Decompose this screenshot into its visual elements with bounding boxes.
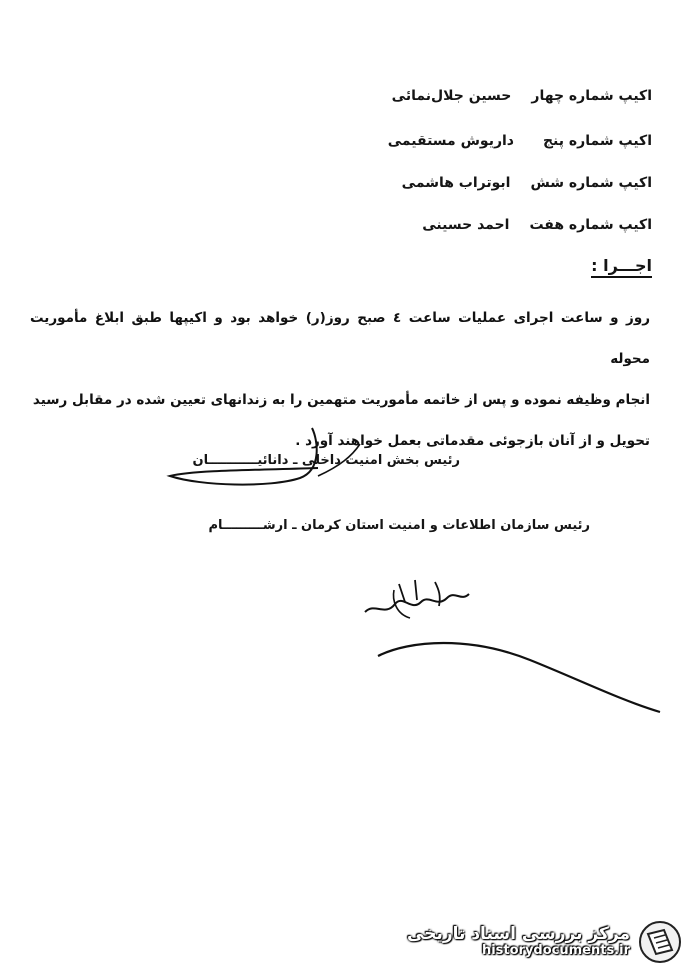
team-line-5 bbox=[388, 133, 652, 149]
team-member-name: احمد حسینی bbox=[422, 217, 510, 233]
team-position: اکیپ شماره هفت bbox=[529, 217, 652, 233]
team-line-4 bbox=[392, 88, 652, 104]
team-line-6 bbox=[402, 175, 652, 191]
archive-logo-icon bbox=[638, 920, 682, 964]
handwritten-signature-graphic bbox=[355, 572, 475, 632]
handwritten-signature bbox=[355, 572, 475, 632]
team-member-name: داریوش مستقیمی bbox=[387, 133, 514, 149]
team-line-7 bbox=[422, 217, 652, 233]
team-position: اکیپ شماره چهار bbox=[531, 88, 652, 104]
section-heading: اجـــرا : bbox=[591, 256, 652, 278]
signature-line-provincial-chief: رئیس سازمان اطلاعات و امنیت استان کرمان ـ ارشـــــــــام bbox=[208, 518, 590, 533]
ink-pen-stroke bbox=[378, 643, 660, 712]
body-paragraph bbox=[30, 298, 650, 462]
team-position: اکیپ شماره شش bbox=[530, 175, 652, 191]
archive-name: مرکز بررسی اسناد تاریخی bbox=[407, 923, 630, 944]
archive-url[interactable]: historydocuments.ir bbox=[481, 943, 630, 959]
paragraph-line: تحویل و از آنان بازجوئی مقدماتی بعمل خواهند آورد . bbox=[295, 433, 650, 449]
signature-line-internal-security: رئیس بخش امنیت داخلی ـ دانائیـــــــــــان bbox=[192, 453, 460, 468]
paragraph-line: انجام وظیفه نموده و پس از خاتمه مأموریت متهمین را به زندانهای تعیین شده در مقابل رسید bbox=[32, 392, 650, 408]
paragraph-line: روز و ساعت اجرای عملیات ساعت ٤ صبح روز(ر) خواهد بود و اکیپها طبق ابلاغ مأموریت محوله bbox=[30, 310, 650, 367]
team-member-name: حسین جلال‌نمائی bbox=[391, 88, 512, 104]
team-member-name: ابوتراب هاشمی bbox=[401, 175, 511, 191]
team-position: اکیپ شماره پنج bbox=[542, 133, 652, 149]
watermark-footer bbox=[407, 920, 682, 964]
